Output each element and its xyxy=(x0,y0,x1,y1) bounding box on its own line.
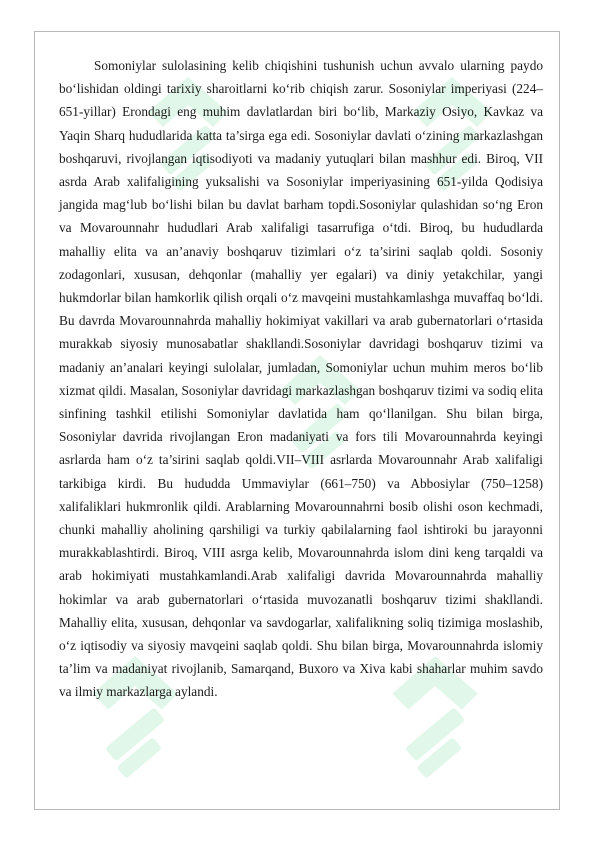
body-paragraph: Somoniylar sulolasining kelib chiqishini tushunish uchun avvalo ularning paydo bo‘lishidan oldingi tarixiy sharoitlarni ko‘rib chiqish zarur. Sosoniylar imperiyasi (224–651-yillar) Erondagi eng muhim davlatlardan biri bo‘lib, Markaziy Osiyo, Kavkaz va Yaqin Sharq hududlarida katta ta’sirga ega edi. Sosoniylar davlati o‘zining markazlashgan boshqaruvi, rivojlangan iqtisodiyoti va madaniy yutuqlari bilan mashhur edi. Biroq, VII asrda Arab xalifaligining yuksalishi va Sosoniylar imperiyasining 651-yilda Qodisiya jangida mag‘lub bo‘lishi bilan bu davlat barham topdi.Sosoniylar qulashidan so‘ng Eron va Movarounnahr hududlari Arab xalifaligi tasarrufiga o‘tdi. Biroq, bu hududlarda mahalliy elita va an’anaviy boshqaruv tizimlari o‘z ta’sirini saqlab qoldi. Sosoniy zodagonlari, xususan, dehqonlar (mahalliy yer egalari) va diniy yetakchilar, yangi hukmdorlar bilan hamkorlik qilish orqali o‘z mavqeini mustahkamlashga muvaffaq bo‘ldi. Bu davrda Movarounnahrda mahalliy hokimiyat vakillari va arab gubernatorlari o‘rtasida murakkab siyosiy munosabatlar shakllandi.Sosoniylar davridagi boshqaruv tizimi va madaniy an’analari keyingi sulolalar, jumladan, Somoniylar uchun muhim meros bo‘lib xizmat qildi. Masalan, Sosoniylar davridagi markazlashgan boshqaruv tizimi va sodiq elita sinfining tashkil etilishi Somoniylar davlatida ham qo‘llanilgan. Shu bilan birga, Sosoniylar davrida rivojlangan Eron madaniyati va fors tili Movarounnahrda keyingi asrlarda ham o‘z ta’sirini saqlab qoldi.VII–VIII asrlarda Movarounnahr Arab xalifaligi tarkibiga kirdi. Bu hududda Ummaviylar (661–750) va Abbosiylar (750–1258) xalifaliklari hukmronlik qildi. Arablarning Movarounnahrni bosib olishi oson kechmadi, chunki mahalliy aholining qarshiligi va turkiy qabilalarning faol ishtiroki bu jarayonni murakkablashtirdi. Biroq, VIII asrga kelib, Movarounnahrda islom dini keng tarqaldi va arab hokimiyati mustahkamlandi.Arab xalifaligi davrida Movarounnahrda mahalliy hokimlar va arab gubernatorlari o‘rtasida muvozanatli boshqaruv tizimi shakllandi. Mahalliy elita, xususan, dehqonlar va savdogarlar, xalifalikning soliq tizimiga moslashib, o‘z iqtisodiy va siyosiy mavqeini saqlab qoldi. Shu bilan birga, Movarounnahrda islomiy ta’lim va madaniyat rivojlanib, Samarqand, Buxoro va Xiva kabi shaharlar muhim savdo va ilmiy markazlarga aylandi. xyxy=(59,58,543,700)
